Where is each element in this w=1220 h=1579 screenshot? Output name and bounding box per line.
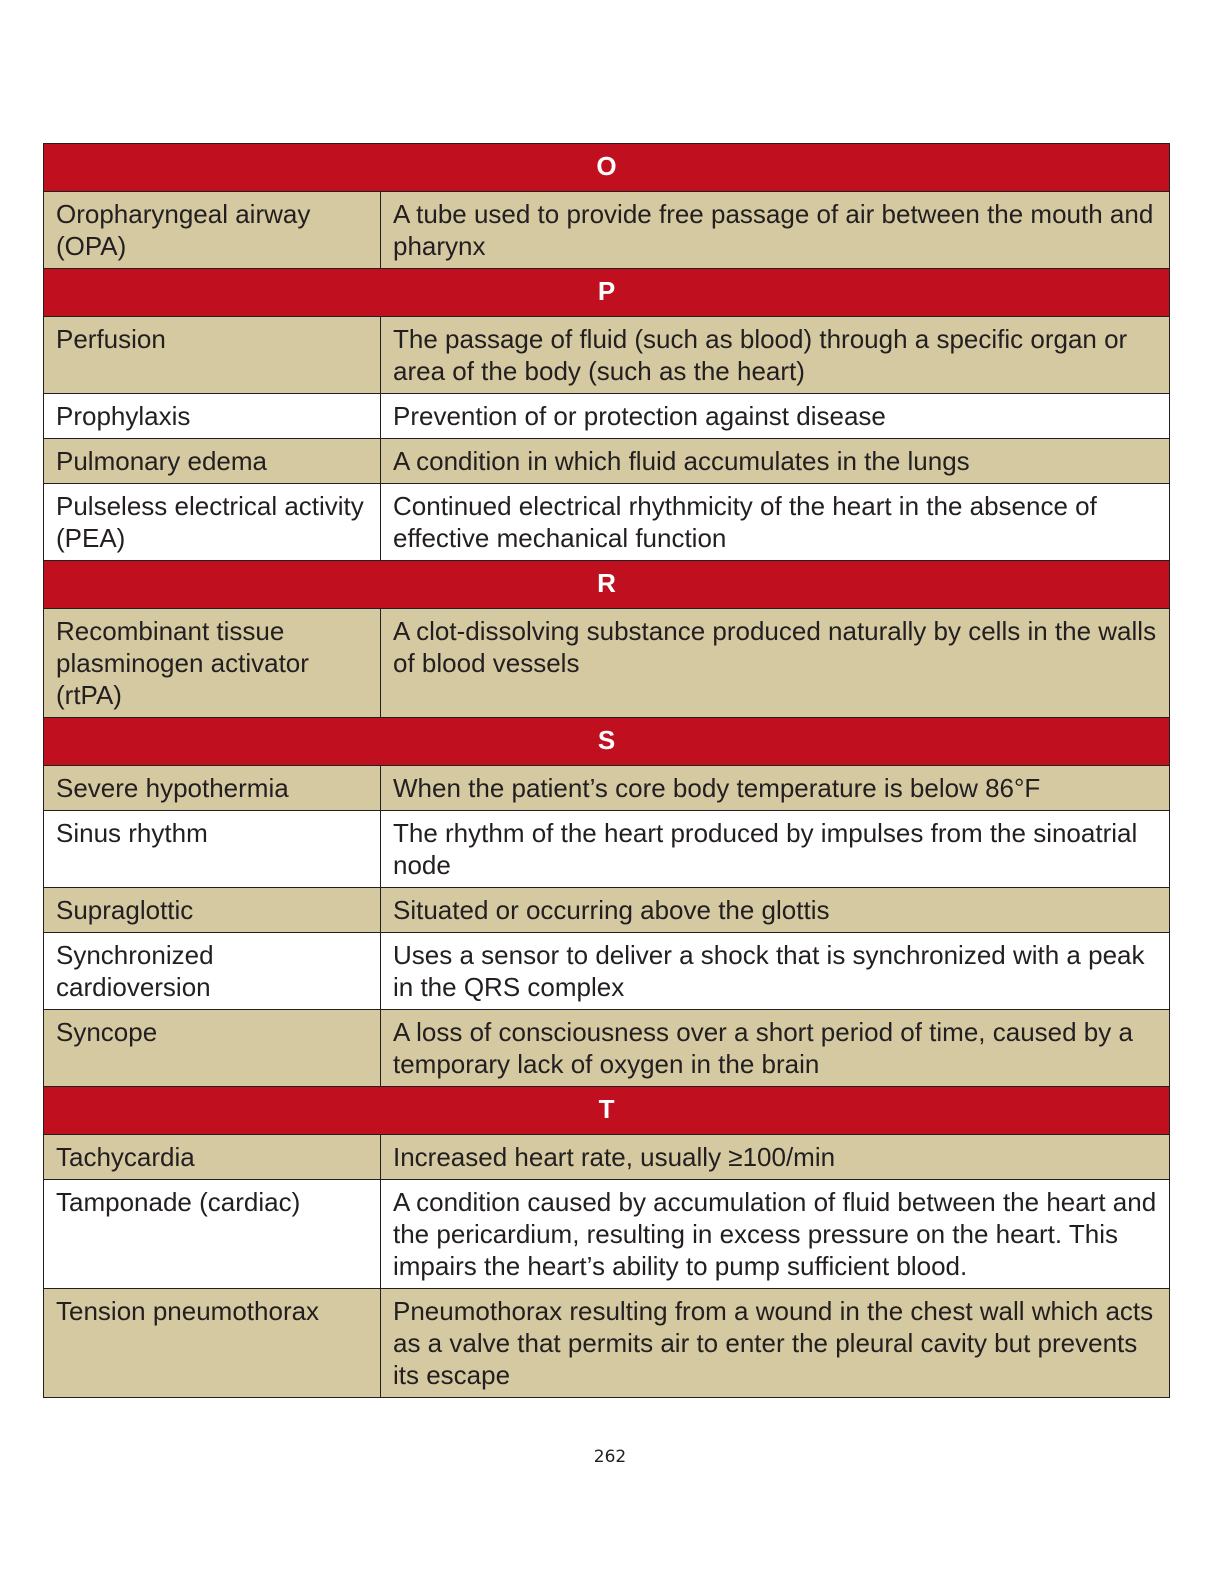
- definition-cell: The rhythm of the heart produced by impulses from the sinoatrial node: [381, 811, 1170, 888]
- definition-cell: Pneumothorax resulting from a wound in the chest wall which acts as a valve that permits air to enter the pleural cavity but prevents its escape: [381, 1289, 1170, 1398]
- term-cell: Pulseless electrical activity (PEA): [44, 484, 381, 561]
- term-cell: Pulmonary edema: [44, 439, 381, 484]
- glossary-body: [44, 144, 1170, 1398]
- definition-cell: A loss of consciousness over a short period of time, caused by a temporary lack of oxygen in the brain: [381, 1010, 1170, 1087]
- page-number: 262: [593, 1447, 627, 1467]
- term-cell: Severe hypothermia: [44, 766, 381, 811]
- definition-cell: A tube used to provide free passage of air between the mouth and pharynx: [381, 192, 1170, 269]
- glossary-row: [44, 888, 1170, 933]
- glossary-row: [44, 811, 1170, 888]
- definition-cell: When the patient’s core body temperature is below 86°F: [381, 766, 1170, 811]
- term-cell: Sinus rhythm: [44, 811, 381, 888]
- definition-cell: Continued electrical rhythmicity of the heart in the absence of effective mechanical function: [381, 484, 1170, 561]
- term-cell: Prophylaxis: [44, 394, 381, 439]
- section-letter: P: [44, 269, 1170, 317]
- glossary-row: [44, 1289, 1170, 1398]
- term-cell: Supraglottic: [44, 888, 381, 933]
- glossary-row: [44, 1135, 1170, 1180]
- glossary-row: [44, 766, 1170, 811]
- definition-cell: A condition in which fluid accumulates in the lungs: [381, 439, 1170, 484]
- section-letter: T: [44, 1087, 1170, 1135]
- glossary-row: [44, 484, 1170, 561]
- term-cell: Perfusion: [44, 317, 381, 394]
- definition-cell: A clot-dissolving substance produced naturally by cells in the walls of blood vessels: [381, 609, 1170, 718]
- section-letter: S: [44, 718, 1170, 766]
- section-header-row: [44, 561, 1170, 609]
- section-header-row: [44, 718, 1170, 766]
- definition-cell: A condition caused by accumulation of fluid between the heart and the pericardium, resulting in excess pressure on the heart. This impairs the heart’s ability to pump sufficient blood.: [381, 1180, 1170, 1289]
- glossary-table: [43, 143, 1170, 1398]
- definition-cell: Uses a sensor to deliver a shock that is synchronized with a peak in the QRS complex: [381, 933, 1170, 1010]
- glossary-row: [44, 1180, 1170, 1289]
- term-cell: Synchronized cardioversion: [44, 933, 381, 1010]
- term-cell: Syncope: [44, 1010, 381, 1087]
- glossary-row: [44, 192, 1170, 269]
- section-letter: R: [44, 561, 1170, 609]
- definition-cell: The passage of fluid (such as blood) through a specific organ or area of the body (such as the heart): [381, 317, 1170, 394]
- term-cell: Oropharyngeal airway (OPA): [44, 192, 381, 269]
- glossary-row: [44, 394, 1170, 439]
- term-cell: Tachycardia: [44, 1135, 381, 1180]
- section-letter: O: [44, 144, 1170, 192]
- term-cell: Tension pneumothorax: [44, 1289, 381, 1398]
- glossary-row: [44, 933, 1170, 1010]
- definition-cell: Prevention of or protection against disease: [381, 394, 1170, 439]
- definition-cell: Increased heart rate, usually ≥100/min: [381, 1135, 1170, 1180]
- section-header-row: [44, 144, 1170, 192]
- glossary-row: [44, 317, 1170, 394]
- glossary-row: [44, 439, 1170, 484]
- term-cell: Tamponade (cardiac): [44, 1180, 381, 1289]
- definition-cell: Situated or occurring above the glottis: [381, 888, 1170, 933]
- section-header-row: [44, 1087, 1170, 1135]
- term-cell: Recombinant tissue plasminogen activator (rtPA): [44, 609, 381, 718]
- glossary-row: [44, 1010, 1170, 1087]
- glossary-row: [44, 609, 1170, 718]
- section-header-row: [44, 269, 1170, 317]
